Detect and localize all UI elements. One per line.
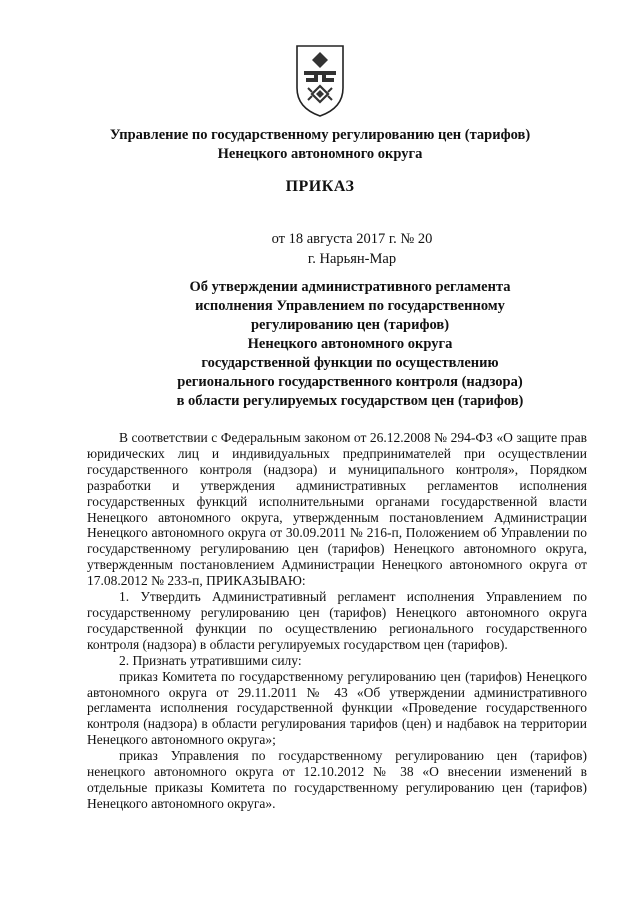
item-2-repealed-order-2: приказ Управления по государственному регулированию цен (тарифов) ненецкого автономного округа от 12.10.2012 № 38 «О внесении изменений в отдельные приказы Комитета по государственному регулированию цен (тарифов) Ненецкого автономного округа». <box>87 748 587 811</box>
organization-line-1: Управление по государственному регулированию цен (тарифов) <box>109 127 531 143</box>
item-2-paragraph: 2. Признать утратившими силу: <box>119 652 302 668</box>
subject-line: государственной функции по осуществлению <box>201 355 499 371</box>
order-body <box>87 430 587 812</box>
subject-line: Ненецкого автономного округа <box>247 336 453 352</box>
subject-line: в области регулируемых государством цен (тарифов) <box>176 393 524 409</box>
organization-line-2: Ненецкого автономного округа <box>217 146 423 162</box>
order-date-number: от 18 августа 2017 г. № 20 <box>271 231 433 247</box>
nao-coat-of-arms-icon <box>294 42 346 118</box>
item-2-repealed-order-1: приказ Комитета по государственному регулированию цен (тарифов) Ненецкого автономного округа от 29.11.2011 № 43 «Об утверждении административного регламента исполнения государственной функции «Проведение государственного контроля (надзора) в области регулирования тарифов (цен) и надбавок на территории Ненецкого автономного округа»; <box>87 668 587 748</box>
order-subject <box>30 278 640 411</box>
order-place: г. Нарьян-Мар <box>307 251 397 267</box>
item-1-paragraph: 1. Утвердить Административный регламент исполнения Управлением по государственному регулированию цен (тарифов) Ненецкого автономного округа государственной функции по осуществлению регионального государственного контроля (надзора) в области регулируемых государством цен (тарифов). <box>87 589 587 652</box>
document-type: ПРИКАЗ <box>285 178 355 195</box>
organization-name <box>0 126 640 164</box>
subject-line: регионального государственного контроля (надзора) <box>177 374 523 390</box>
preamble-paragraph: В соответствии с Федеральным законом от 26.12.2008 № 294-ФЗ «О защите прав юридических лиц и индивидуальных предпринимателей при осуществлении государственного контроля (надзора) и муниципального контроля», Порядком разработки и утверждения административных регламентов исполнения государственных функций исполнительными органами государственной власти Ненецкого автономного округа, утвержденным постановлением Администрации Ненецкого автономного округа от 30.09.2011 № 216-п, Положением об Управлении по государственному регулированию цен (тарифов) Ненецкого автономного округа, утвержденным постановлением Администрации Ненецкого автономного округа от 17.08.2012 № 233-п, ПРИКАЗЫВАЮ: <box>87 430 587 589</box>
subject-line: исполнения Управлением по государственному <box>195 298 505 314</box>
subject-line: Об утверждении административного регламента <box>189 279 511 295</box>
subject-line: регулированию цен (тарифов) <box>250 317 450 333</box>
date-place-block <box>32 229 640 269</box>
